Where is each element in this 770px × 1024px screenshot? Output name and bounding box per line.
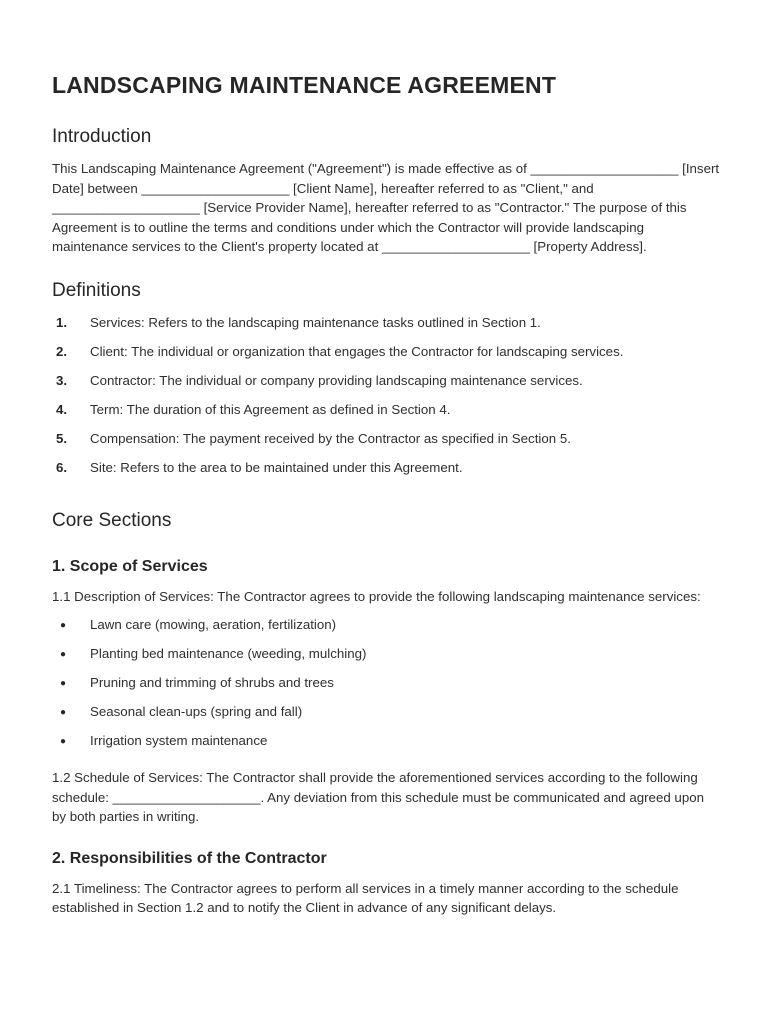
definition-number: 1. [56,314,68,330]
service-item [52,731,720,760]
definition-number: 6. [56,459,68,475]
definitions-heading: Definitions [52,279,141,301]
definitions-list [52,313,720,487]
bullet-icon: ● [60,678,67,689]
definition-item [52,400,720,429]
bullet-icon: ● [60,736,67,747]
definition-text: Site: Refers to the area to be maintained under this Agreement. [90,459,463,475]
definition-item [52,342,720,371]
definition-number: 3. [56,372,68,388]
services-list [52,615,720,760]
scope-of-services-heading: 1. Scope of Services [52,557,208,575]
timeliness-paragraph: 2.1 Timeliness: The Contractor agrees to perform all services in a timely manner according to the schedule established in Section 1.2 and to notify the Client in advance of any significant delays. [52,880,679,915]
bullet-icon: ● [60,707,67,718]
description-of-services-paragraph: 1.1 Description of Services: The Contractor agrees to provide the following landscaping maintenance services: [52,588,701,604]
introduction-paragraph: This Landscaping Maintenance Agreement ("Agreement") is made effective as of ____________________ [Insert Date] between ____________________ [Client Name], hereafter referred to as "Client," and ____________________ [Service Provider Name], hereafter referred to as "Contractor." The purpose of this Agreement is to outline the terms and conditions under which the Contractor will provide landscaping maintenance services to the Client's property located at ____________________ [Property Address]. [52,161,720,254]
introduction-heading: Introduction [52,126,152,147]
bullet-icon: ● [60,620,67,631]
definition-text: Compensation: The payment received by the Contractor as specified in Section 5. [90,430,571,446]
contractor-responsibilities-heading: 2. Responsibilities of the Contractor [52,849,327,867]
bullet-icon: ● [60,649,67,660]
service-text: Irrigation system maintenance [90,733,268,748]
service-item [52,615,720,644]
definition-text: Client: The individual or organization that engages the Contractor for landscaping services. [90,343,624,359]
schedule-of-services-paragraph: 1.2 Schedule of Services: The Contractor shall provide the aforementioned services according to the following schedule: ____________________. Any deviation from this schedule must be communicated and agreed upon by both parties in writing. [52,770,705,824]
definition-text: Services: Refers to the landscaping maintenance tasks outlined in Section 1. [90,314,541,330]
core-sections-heading: Core Sections [52,509,172,531]
document-title: LANDSCAPING MAINTENANCE AGREEMENT [52,72,557,98]
service-text: Pruning and trimming of shrubs and trees [90,675,334,690]
service-item [52,702,720,731]
service-text: Seasonal clean-ups (spring and fall) [90,704,303,719]
service-item [52,644,720,673]
definition-item [52,313,720,342]
definition-text: Contractor: The individual or company providing landscaping maintenance services. [90,372,583,388]
service-text: Planting bed maintenance (weeding, mulching) [90,646,367,661]
definition-number: 4. [56,401,68,417]
service-item [52,673,720,702]
definition-item [52,458,720,487]
definition-item [52,371,720,400]
service-text: Lawn care (mowing, aeration, fertilization) [90,617,337,632]
definition-number: 2. [56,343,68,359]
definition-item [52,429,720,458]
definition-number: 5. [56,430,68,446]
definition-text: Term: The duration of this Agreement as defined in Section 4. [90,401,451,417]
